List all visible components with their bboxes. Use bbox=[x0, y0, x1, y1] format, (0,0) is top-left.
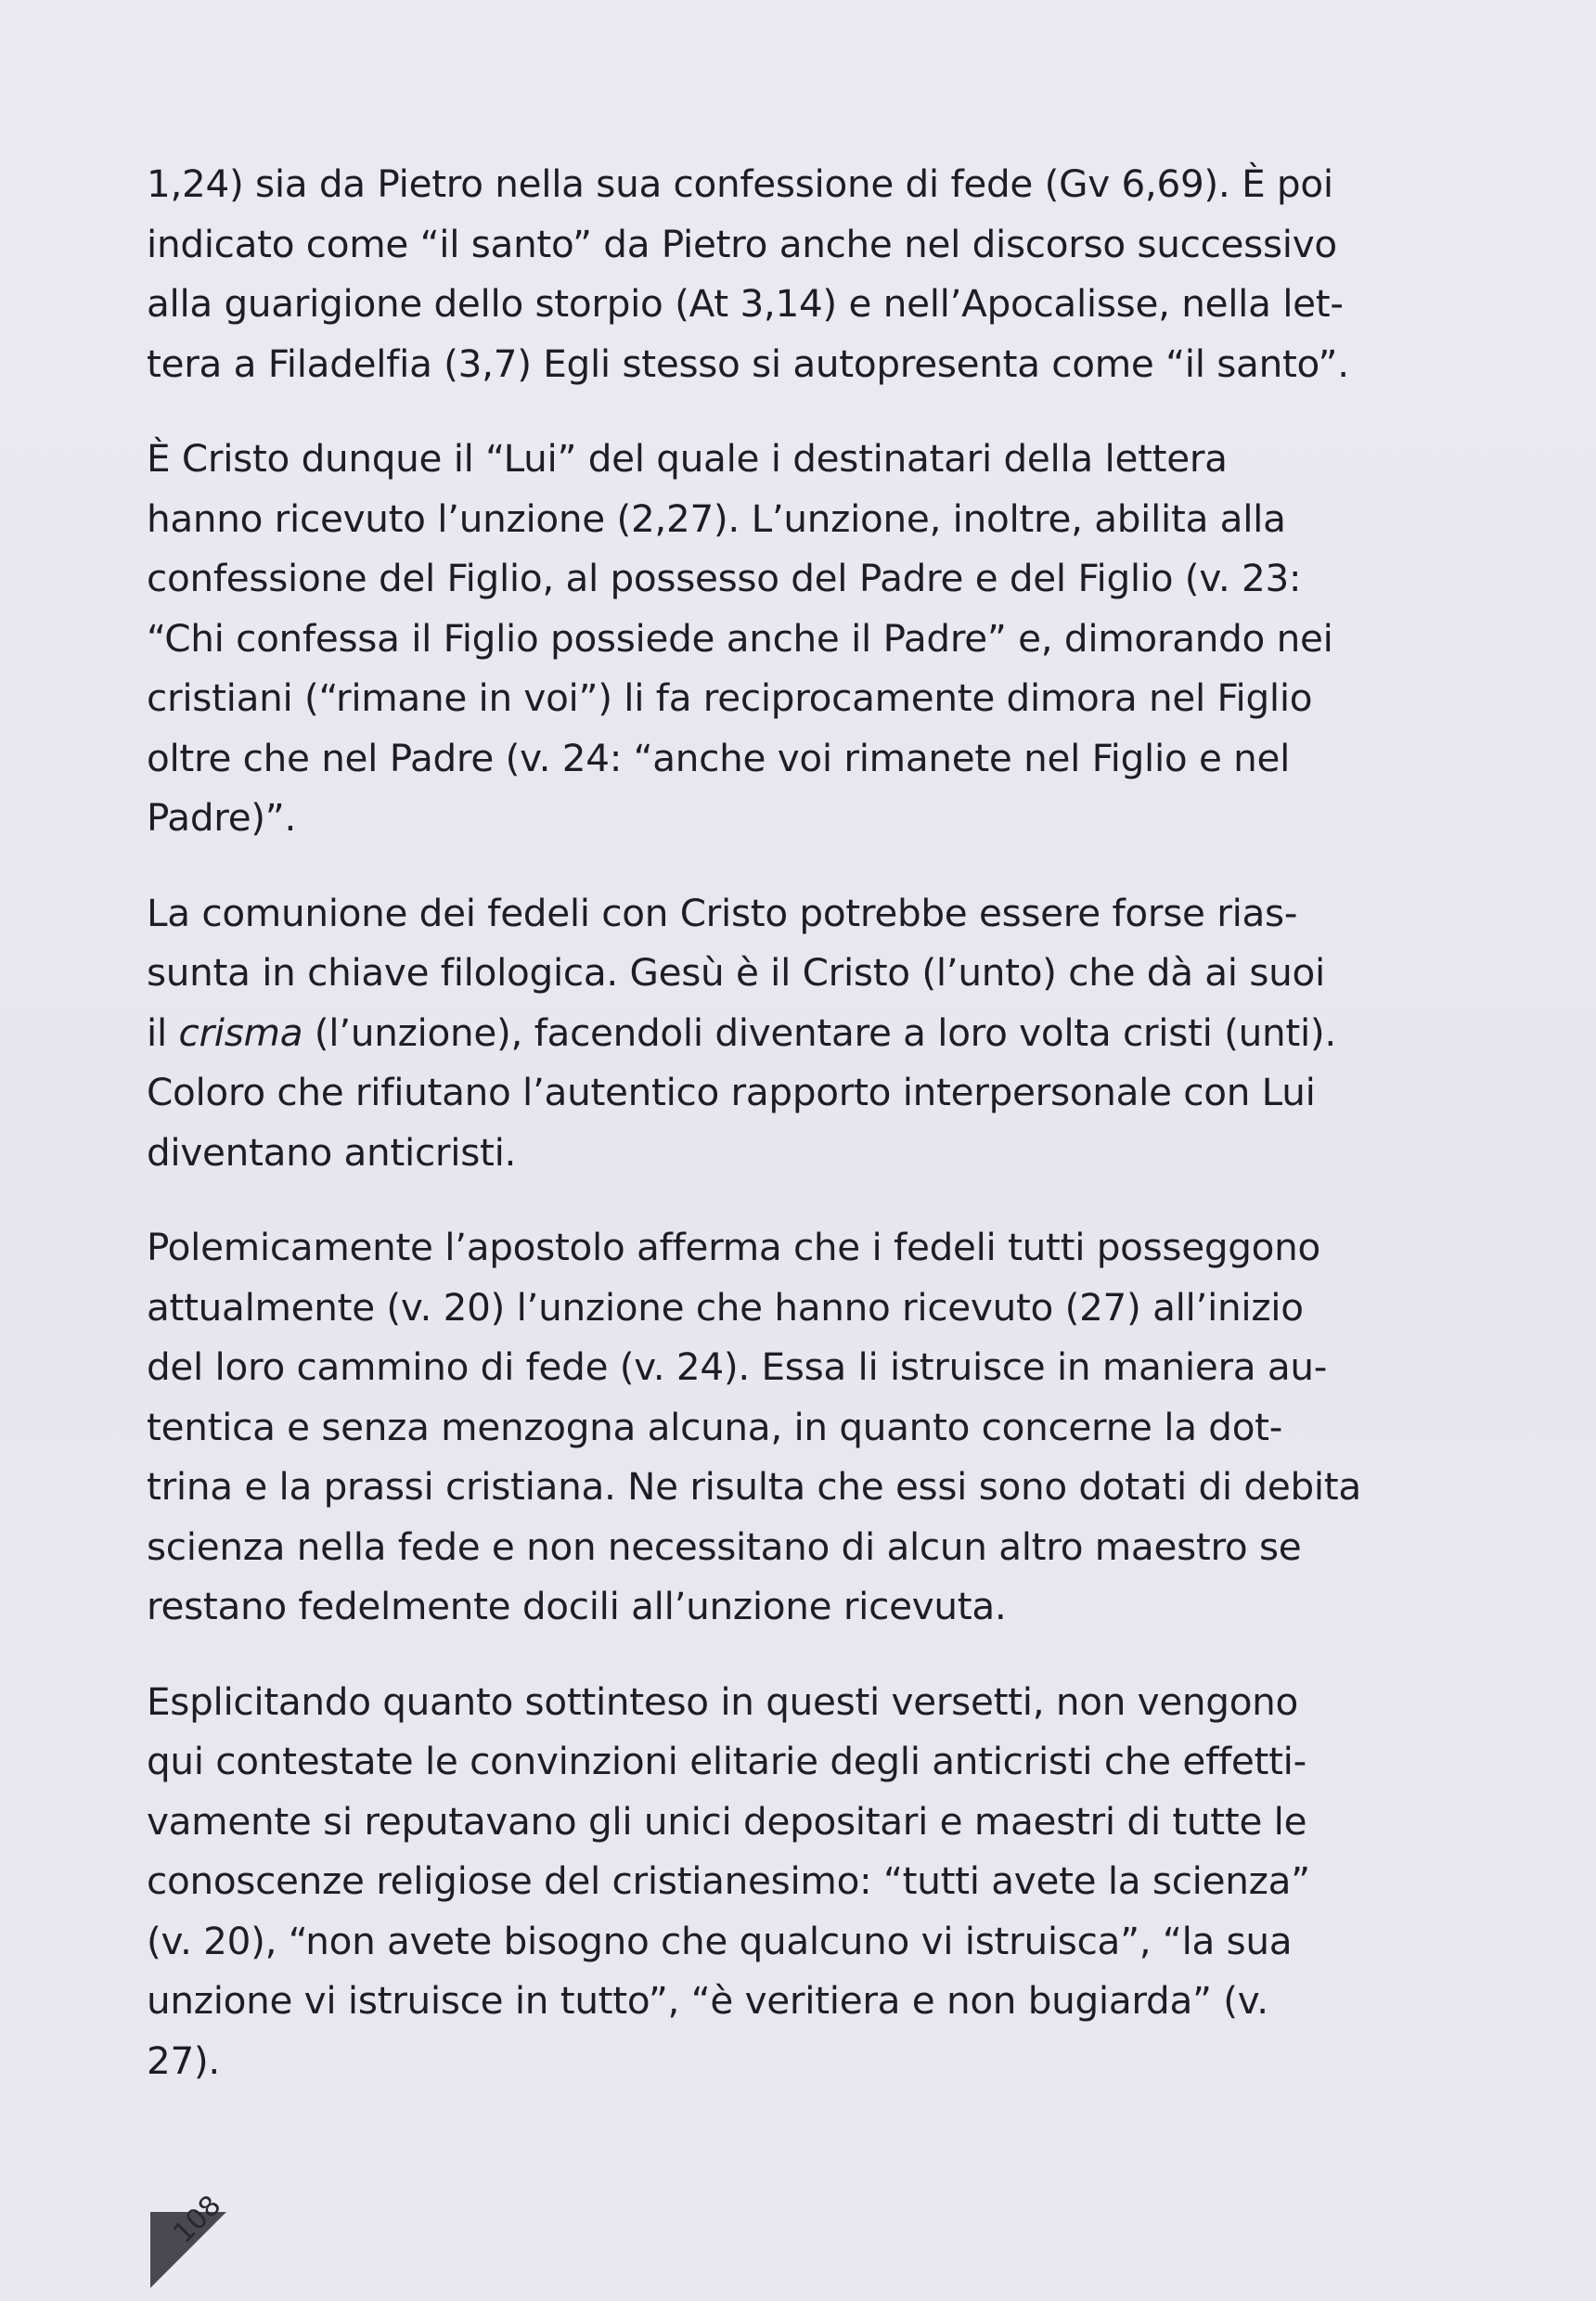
text-line: scienza nella fede e non necessitano di alcun altro maestro se bbox=[147, 1523, 1302, 1569]
text-line: (v. 20), “non avete bisogno che qualcuno vi istruisca”, “la sua bbox=[147, 1918, 1293, 1963]
text-line: del loro cammino di fede (v. 24). Essa li istruisce in maniera au- bbox=[147, 1344, 1328, 1389]
paragraph-4 bbox=[147, 1217, 1446, 1637]
text-line: tera a Filadelfia (3,7) Egli stesso si autopresenta come “il santo”. bbox=[147, 341, 1349, 386]
text-line: vamente si reputavano gli unici depositari e maestri di tutte le bbox=[147, 1798, 1307, 1844]
text-line: attualmente (v. 20) l’unzione che hanno ricevuto (27) all’inizio bbox=[147, 1284, 1304, 1330]
text-line-suffix: (l’unzione), facendoli diventare a loro volta cristi (unti). bbox=[302, 1009, 1336, 1055]
paragraph-3 bbox=[147, 883, 1446, 1183]
text-line: confessione del Figlio, al possesso del Padre e del Figlio (v. 23: bbox=[147, 556, 1302, 600]
text-line: hanno ricevuto l’unzione (2,27). L’unzione, inoltre, abilita alla bbox=[147, 495, 1286, 541]
text-line: conoscenze religiose del cristianesimo: “tutti avete la scienza” bbox=[147, 1858, 1310, 1903]
text-line: sunta in chiave filologica. Gesù è il Cristo (l’unto) che dà ai suoi bbox=[147, 950, 1325, 995]
text-line: 27). bbox=[147, 2037, 221, 2083]
text-line: “Chi confessa il Figlio possiede anche il Padre” e, dimorando nei bbox=[147, 615, 1333, 661]
paragraph-1 bbox=[147, 154, 1446, 393]
text-line: Polemicamente l’apostolo afferma che i fedeli tutti posseggono bbox=[147, 1225, 1320, 1269]
text-line: 1,24) sia da Pietro nella sua confessione di fede (Gv 6,69). È poi bbox=[147, 161, 1333, 206]
page-number: 108 bbox=[167, 2189, 228, 2250]
text-line: Coloro che rifiutano l’autentico rapporto interpersonale con Lui bbox=[147, 1070, 1316, 1114]
text-line: cristiani (“rimane in voi”) li fa reciprocamente dimora nel Figlio bbox=[147, 675, 1313, 720]
text-line: qui contestate le convinzioni elitarie degli anticristi che effetti- bbox=[147, 1739, 1306, 1783]
text-line: Padre)”. bbox=[147, 795, 297, 840]
text-line: diventano anticristi. bbox=[147, 1129, 517, 1175]
text-line: unzione vi istruisce in tutto”, “è veritiera e non bugiarda” (v. bbox=[147, 1978, 1268, 2023]
text-line: trina e la prassi cristiana. Ne risulta che essi sono dotati di debita bbox=[147, 1464, 1361, 1509]
text-line: tentica e senza menzogna alcuna, in quanto concerne la dot- bbox=[147, 1404, 1283, 1449]
text-line: La comunione dei fedeli con Cristo potrebbe essere forse rias- bbox=[147, 890, 1298, 935]
text-line: È Cristo dunque il “Lui” del quale i destinatari della lettera bbox=[147, 436, 1228, 481]
text-line: indicato come “il santo” da Pietro anche nel discorso successivo bbox=[147, 221, 1337, 266]
body-text bbox=[147, 154, 1446, 2090]
text-line: oltre che nel Padre (v. 24: “anche voi rimanete nel Figlio e nel bbox=[147, 735, 1291, 780]
text-line: Esplicitando quanto sottinteso in questi versetti, non vengono bbox=[147, 1678, 1299, 1724]
paragraph-5 bbox=[147, 1672, 1446, 2091]
paragraph-2 bbox=[147, 429, 1446, 848]
text-line: restano fedelmente docili all’unzione ricevuta. bbox=[147, 1584, 1007, 1628]
text-line: alla guarigione dello storpio (At 3,14) e nell’Apocalisse, nella let- bbox=[147, 281, 1344, 326]
text-line-prefix: il bbox=[147, 1009, 179, 1055]
italic-term: crisma bbox=[178, 1009, 303, 1055]
